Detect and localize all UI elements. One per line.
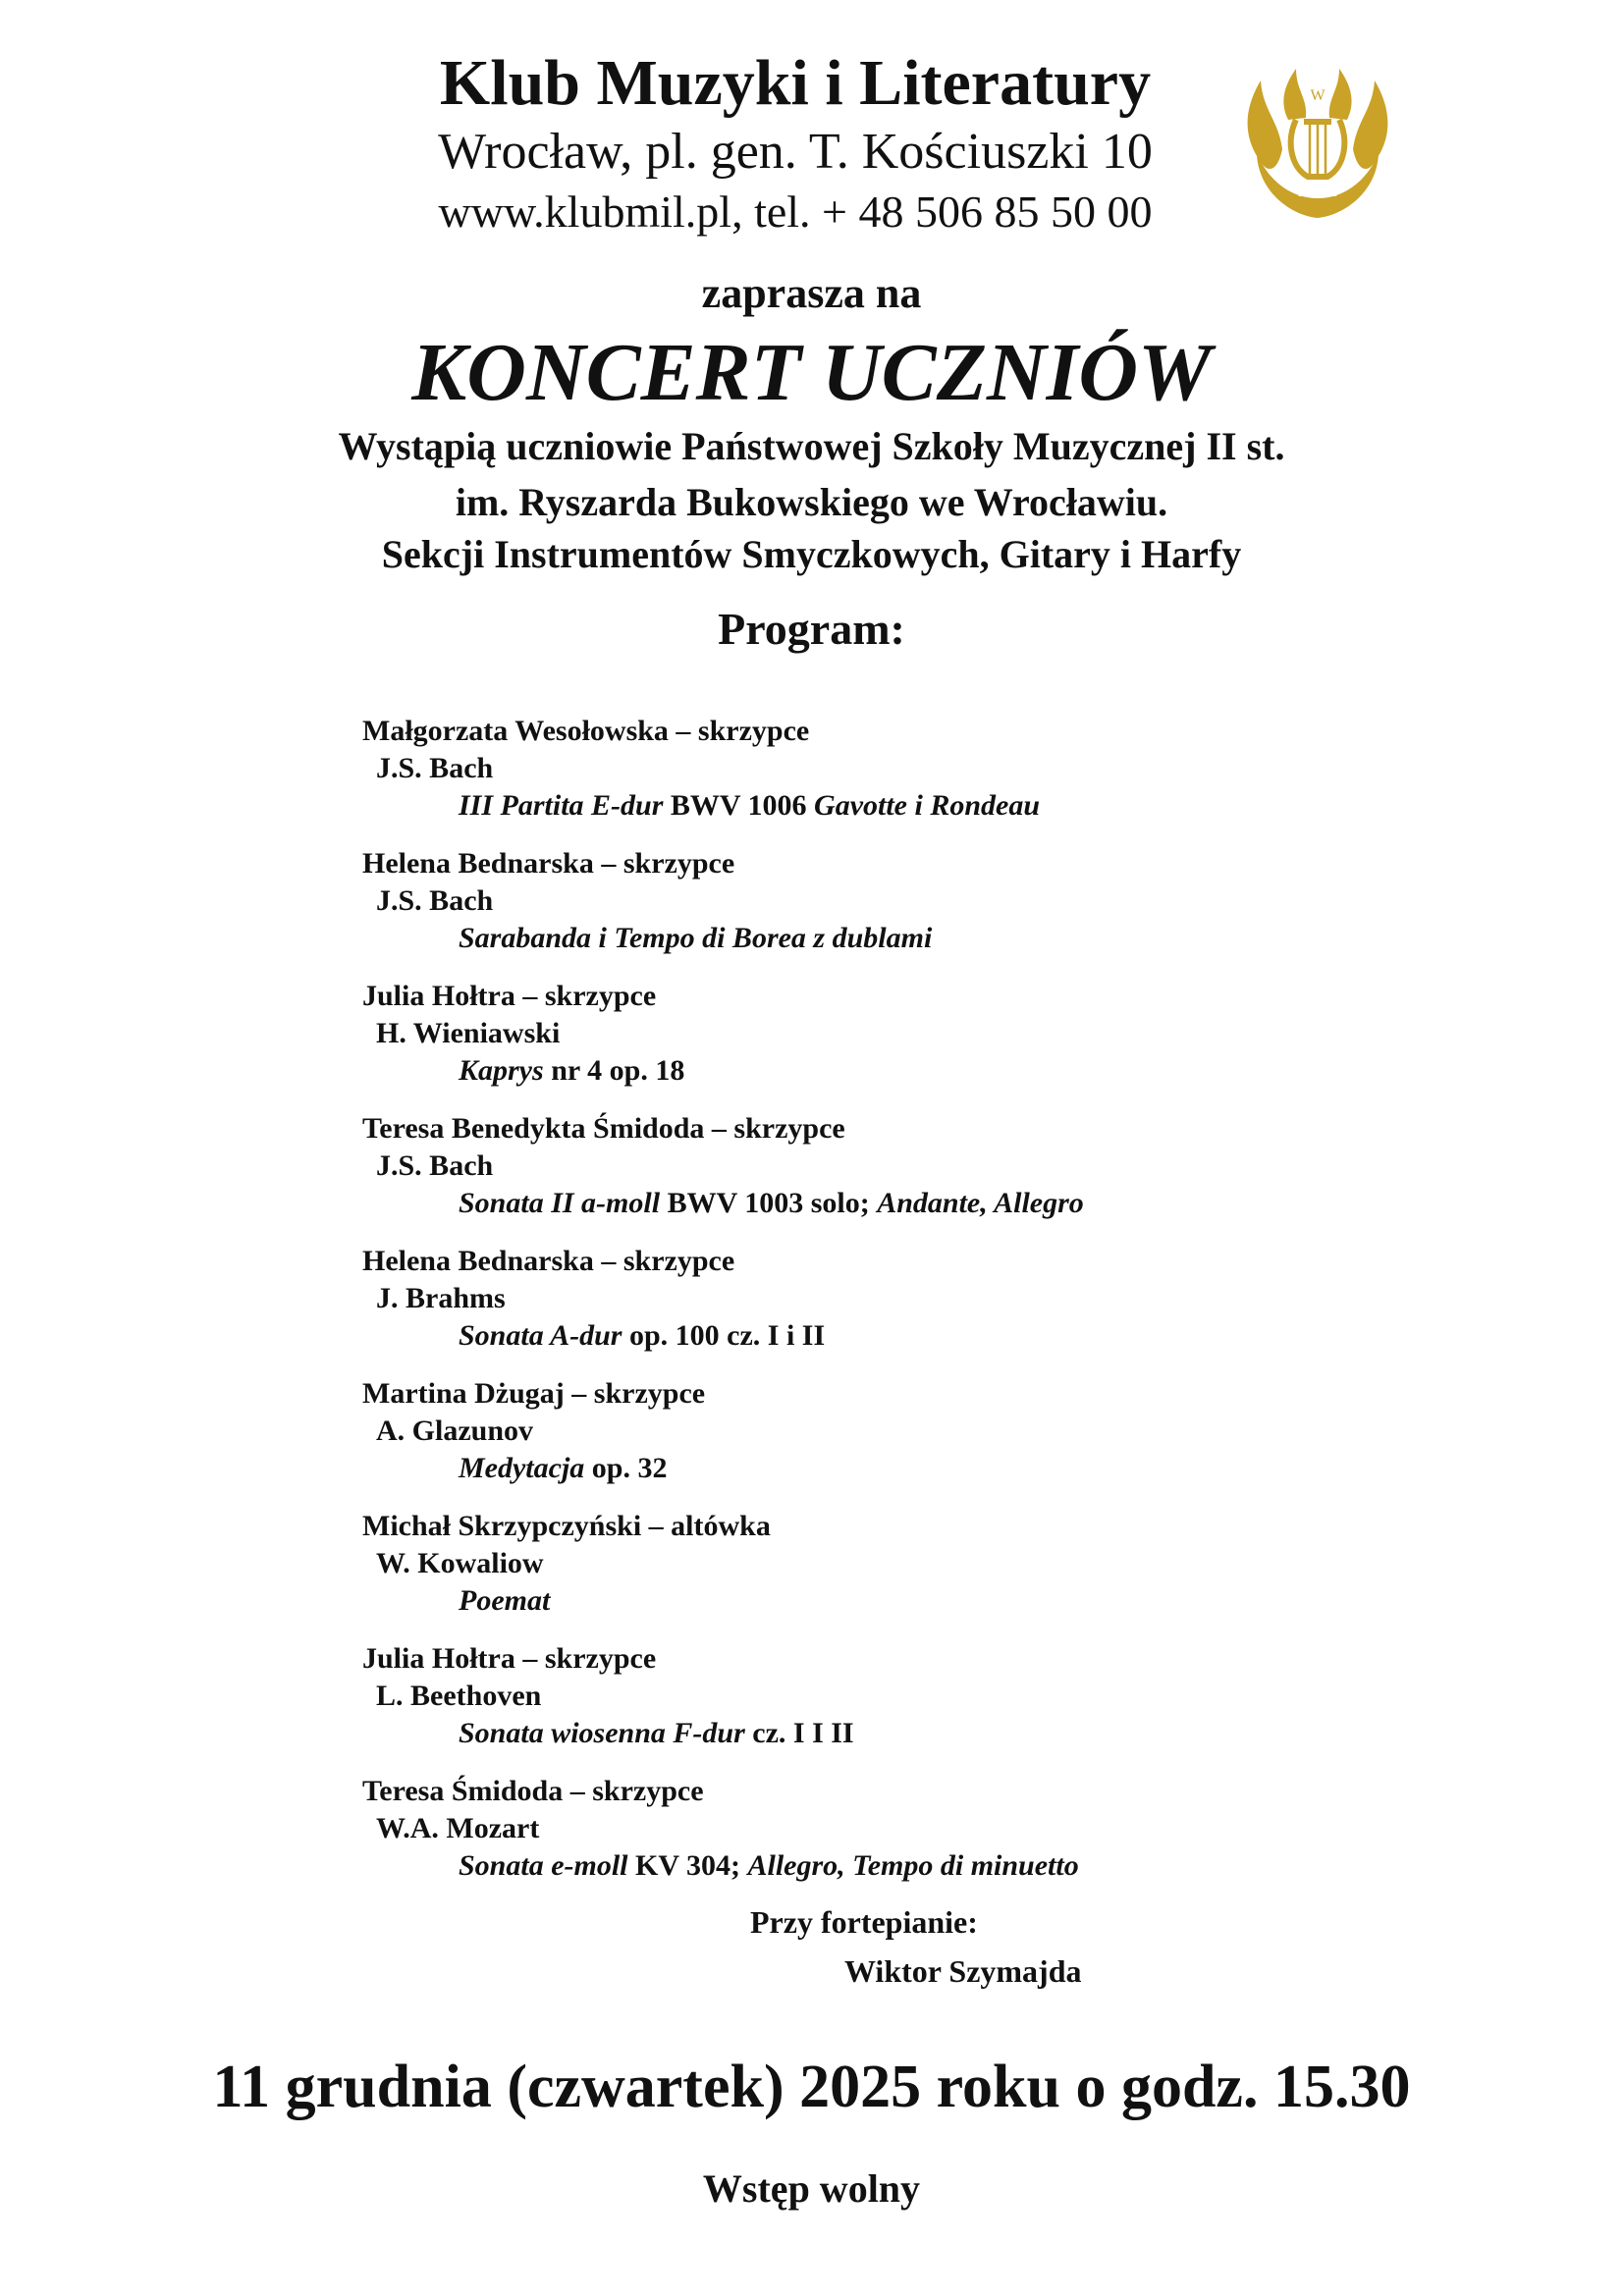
pianist-name: Wiktor Szymajda [844,1953,1082,1989]
program-work [362,1847,1344,1885]
program-work [362,920,1344,957]
program-item [362,1110,1344,1243]
program-composer: H. Wieniawski [376,1017,561,1049]
program-work-part: III Partita E-dur [459,789,664,822]
club-contact: www.klubmil.pl, tel. + 48 506 85 50 00 [438,187,1153,237]
program-work-part: Poemat [459,1584,551,1617]
program-composer: A. Glazunov [376,1415,534,1447]
lyre-flame-logo-icon [1239,61,1396,228]
program-composer: J. Brahms [376,1282,506,1314]
club-address: Wrocław, pl. gen. T. Kościuszki 10 [438,124,1153,180]
program-composer: L. Beethoven [376,1680,542,1712]
program-work-part: Medytacja [459,1452,585,1484]
program-work-part: Andante, Allegro [877,1187,1084,1219]
program-work [362,1450,1344,1487]
program-item [362,845,1344,978]
program-performer: Teresa Śmidoda – skrzypce [362,1775,704,1807]
concert-date: 11 grudnia (czwartek) 2025 roku o godz. 15.30 [212,2054,1411,2120]
program-work-part: Sarabanda i Tempo di Borea z dublami [459,922,933,954]
logo-text: KMiL [1298,185,1337,200]
entry-info: Wstęp wolny [702,2166,921,2211]
program-item [362,1375,1344,1508]
invites-text: zaprasza na [701,269,922,317]
description-line-3: Sekcji Instrumentów Smyczkowych, Gitary i Harfy [381,532,1242,576]
program-work [362,1052,1344,1090]
club-name: Klub Muzyki i Literatury [439,47,1152,119]
description-line-2: im. Ryszarda Bukowskiego we Wrocławiu. [455,480,1168,524]
program-performer: Martina Dżugaj – skrzypce [362,1377,706,1410]
program-item [362,1640,1344,1773]
program-work [362,1582,1344,1620]
program-performer: Helena Bednarska – skrzypce [362,1245,735,1277]
program-item [362,1243,1344,1375]
program-item [362,1773,1344,1905]
program-work-part: Sonata e-moll [459,1849,628,1882]
program-work-part: BWV 1003 solo; [660,1187,878,1219]
program-work-part: cz. I I II [744,1717,854,1749]
program-performer: Małgorzata Wesołowska – skrzypce [362,715,810,747]
program-item [362,1508,1344,1640]
program-work [362,1715,1344,1752]
program-work [362,1317,1344,1355]
program-work-part: op. 32 [584,1452,668,1484]
program-item [362,978,1344,1110]
description-line-1: Wystąpią uczniowie Państwowej Szkoły Muzycznej II st. [338,424,1285,468]
program-performer: Michał Skrzypczyński – altówka [362,1510,771,1542]
program-work-part: op. 100 cz. I i II [622,1319,826,1352]
program-performer: Julia Hołtra – skrzypce [362,980,657,1012]
program-work-part: Kaprys [459,1054,544,1087]
program-work-part: Allegro, Tempo di minuetto [747,1849,1079,1882]
program-composer: J.S. Bach [376,752,494,784]
program-performer: Julia Hołtra – skrzypce [362,1642,657,1675]
program-work-part: nr 4 op. 18 [543,1054,685,1087]
program-performer: Helena Bednarska – skrzypce [362,847,735,880]
program-work-part: Sonata A-dur [459,1319,622,1352]
program-work [362,1185,1344,1222]
program-performer: Teresa Benedykta Śmidoda – skrzypce [362,1112,845,1145]
program-work-part: Gavotte i Rondeau [814,789,1041,822]
program-composer: W. Kowaliow [376,1547,544,1579]
piano-label: Przy fortepianie: [750,1904,978,1940]
program-item [362,713,1344,845]
program-work-part: BWV 1006 [663,789,815,822]
program-composer: J.S. Bach [376,884,494,917]
program-work [362,787,1344,825]
program-work-part: KV 304; [627,1849,748,1882]
event-title: KONCERT UCZNIÓW [411,327,1212,418]
logo-top-letter: W [1310,87,1325,104]
program-work-part: Sonata wiosenna F-dur [459,1717,745,1749]
program-list [362,713,1344,1905]
program-heading: Program: [718,604,905,654]
program-composer: W.A. Mozart [376,1812,540,1844]
program-composer: J.S. Bach [376,1149,494,1182]
program-work-part: Sonata II a-moll [459,1187,661,1219]
